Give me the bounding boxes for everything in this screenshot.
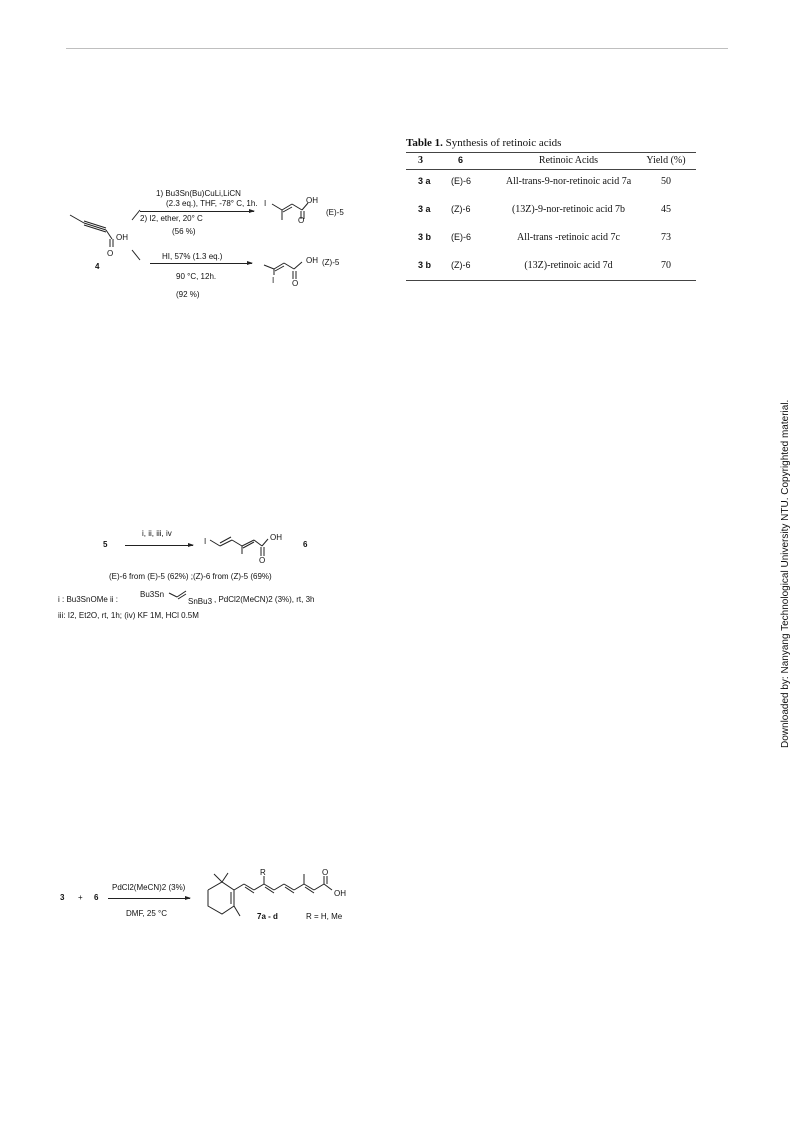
e5-label: (E)-5 bbox=[326, 208, 344, 217]
table-1-bottom-rule bbox=[406, 280, 696, 281]
table-cell-yield: 45 bbox=[661, 204, 671, 215]
scheme-2-legend-1d: , PdCl2(MeCN)2 (3%), rt, 3h bbox=[214, 595, 315, 604]
scheme-3-catalyst: PdCl2(MeCN)2 (3%) bbox=[112, 883, 186, 892]
table-1-header-col-4: Yield (%) bbox=[646, 155, 686, 166]
scheme-1-top-reagent-2: (2.3 eq.), THF, -78° C, 1h. bbox=[166, 199, 258, 208]
z5-o: O bbox=[292, 279, 299, 288]
table-cell-acid: All-trans -retinoic acid 7c bbox=[516, 232, 620, 243]
scheme-1-bottom-reagent-2: 90 °C, 12h. bbox=[176, 272, 217, 281]
scheme-1-top-arrow bbox=[140, 211, 254, 212]
table-1-header-col-1: 3 bbox=[418, 155, 423, 166]
table-cell-yield: 50 bbox=[661, 176, 671, 187]
structure-4-oh: OH bbox=[116, 233, 128, 242]
table-cell-3: 3 a bbox=[418, 176, 431, 186]
scheme-2-arrow bbox=[125, 545, 193, 546]
structure-4-label: 4 bbox=[95, 262, 100, 271]
scheme-2-legend-2: iii: I2, Et2O, rt, 1h; (iv) KF 1M, HCl 0.5M bbox=[58, 611, 199, 620]
structure-4-o: O bbox=[107, 249, 114, 258]
scheme-3-oh: OH bbox=[334, 889, 346, 898]
table-1-top-rule bbox=[406, 152, 696, 153]
scheme-3-reactant-b: 6 bbox=[94, 893, 99, 902]
table-cell-yield: 70 bbox=[661, 260, 671, 271]
table-1-header-rule bbox=[406, 169, 696, 170]
scheme-2-start-label: 5 bbox=[103, 540, 108, 549]
table-1-title bbox=[406, 137, 696, 150]
z5-oh: OH bbox=[306, 256, 318, 265]
table-1 bbox=[406, 137, 696, 281]
z5-iodo: I bbox=[272, 276, 275, 285]
table-row bbox=[406, 204, 696, 218]
table-cell-6: (E)-6 bbox=[451, 232, 471, 242]
scheme-2-legend-1c: SnBu3 bbox=[188, 597, 213, 606]
e5-o: O bbox=[298, 216, 305, 225]
table-row bbox=[406, 232, 696, 246]
scheme-1-top-reagent-3: 2) I2, ether, 20° C bbox=[140, 214, 203, 223]
scheme-3-reactant-a: 3 bbox=[60, 893, 65, 902]
scheme-1-bottom-reagent-1: HI, 57% (1.3 eq.) bbox=[162, 252, 223, 261]
scheme-3-arrow bbox=[108, 898, 190, 899]
vinyl-linker bbox=[168, 588, 188, 600]
e5-oh: OH bbox=[306, 196, 318, 205]
table-1-header-col-2: 6 bbox=[458, 155, 464, 165]
scheme-3-conditions: DMF, 25 °C bbox=[126, 909, 167, 918]
table-1-header bbox=[406, 155, 696, 169]
table-cell-3: 3 a bbox=[418, 204, 431, 214]
table-cell-3: 3 b bbox=[418, 260, 432, 270]
scheme-1-top-reagent-1: 1) Bu3Sn(Bu)CuLi,LiCN bbox=[156, 189, 241, 198]
table-cell-acid: (13Z)-retinoic acid 7d bbox=[524, 260, 613, 271]
scheme-1-top-yield: (56 %) bbox=[172, 227, 196, 236]
table-cell-6: (Z)-6 bbox=[451, 260, 471, 270]
header-rule bbox=[66, 48, 728, 49]
table-row bbox=[406, 176, 696, 190]
structure-6-o: O bbox=[259, 556, 266, 565]
scheme-3-r-group: R bbox=[260, 868, 266, 877]
table-cell-acid: (13Z)-9-nor-retinoic acid 7b bbox=[511, 204, 626, 215]
z5-label: (Z)-5 bbox=[322, 258, 340, 267]
scheme-2-reagents: i, ii, iii, iv bbox=[142, 529, 172, 538]
structure-z5 bbox=[262, 253, 312, 285]
table-1-label: Table 1. bbox=[406, 137, 443, 149]
scheme-1-bottom-arrow bbox=[150, 263, 252, 264]
table-1-caption: Synthesis of retinoic acids bbox=[445, 137, 562, 149]
scheme-2-legend-1a: i : Bu3SnOMe ii : bbox=[58, 595, 119, 604]
table-row bbox=[406, 260, 696, 274]
scheme-3-o: O bbox=[322, 868, 329, 877]
table-cell-6: (Z)-6 bbox=[451, 204, 471, 214]
table-cell-6: (E)-6 bbox=[451, 176, 471, 186]
table-cell-3: 3 b bbox=[418, 232, 432, 242]
scheme-2-iodo: I bbox=[204, 537, 207, 546]
scheme-1-bottom-yield: (92 %) bbox=[176, 290, 200, 299]
scheme-2-result: (E)-6 from (E)-5 (62%) ;(Z)-6 from (Z)-5 (69%) bbox=[109, 572, 272, 581]
e5-iodo: I bbox=[264, 199, 267, 208]
scheme-2-legend-1b: Bu3Sn bbox=[140, 590, 165, 599]
scheme-3-r-definition: R = H, Me bbox=[306, 912, 343, 921]
table-1-header-col-3: Retinoic Acids bbox=[538, 155, 599, 166]
scheme-3-plus: + bbox=[78, 893, 83, 902]
scheme-2-product-label: 6 bbox=[303, 540, 308, 549]
structure-6-oh: OH bbox=[270, 533, 282, 542]
table-cell-yield: 73 bbox=[661, 232, 671, 243]
download-sidebar-text: Downloaded by: Nanyang Technological University NTU. Copyrighted material. bbox=[780, 399, 791, 748]
table-cell-acid: All-trans-9-nor-retinoic acid 7a bbox=[505, 176, 632, 187]
scheme-3-product-label: 7a - d bbox=[257, 912, 278, 921]
